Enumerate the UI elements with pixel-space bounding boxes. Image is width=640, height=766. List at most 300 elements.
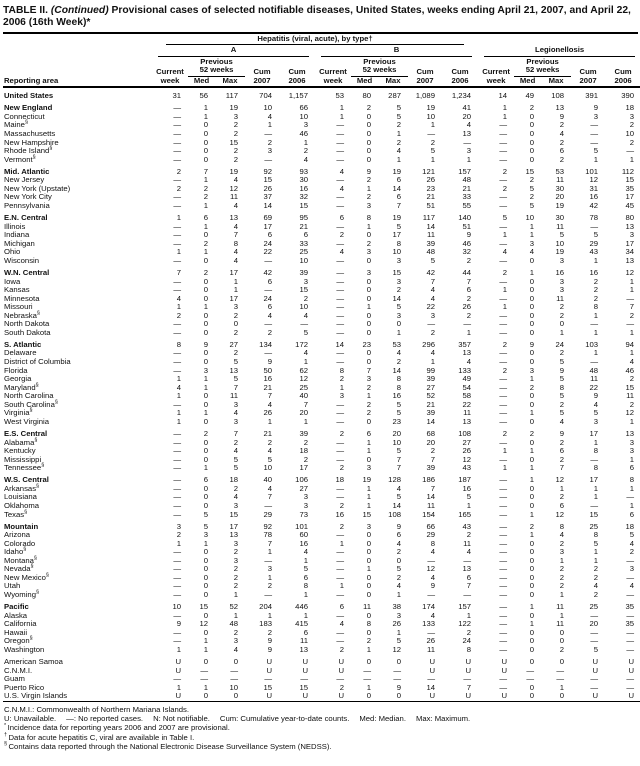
- cell: —: [300, 319, 308, 329]
- reporting-area-district-of-columbia: District of Columbia: [4, 357, 71, 367]
- cell: 11: [427, 644, 435, 654]
- cell: 6: [267, 276, 272, 286]
- cell: 66: [426, 521, 435, 531]
- cell: 3: [233, 111, 238, 121]
- cell: —: [499, 564, 508, 574]
- cell: —: [173, 555, 181, 565]
- cell: 1,089: [415, 91, 435, 101]
- cell: —: [336, 175, 344, 185]
- cell: 122: [458, 619, 472, 629]
- reporting-area-new-york-city: New York City: [4, 192, 52, 202]
- table-row: [3, 439, 640, 448]
- cell: 2: [233, 128, 238, 138]
- cell: 0: [203, 399, 208, 409]
- cell: —: [427, 674, 435, 684]
- cell: —: [336, 302, 344, 312]
- cell: 2: [233, 483, 238, 493]
- cell: 3: [366, 247, 371, 257]
- previous-52-weeks-header-legionellosis: Previous 52 weeks: [514, 57, 571, 76]
- cell: 2: [339, 644, 344, 654]
- cell: 12: [555, 475, 565, 485]
- reporting-area-kansas: Kansas: [4, 285, 30, 295]
- cell: 0: [366, 357, 371, 367]
- footnote-cnmi: C.N.M.I.: Commonwealth of Northern Mariana Islands.: [4, 704, 189, 714]
- cell: —: [336, 446, 344, 456]
- cell: 17: [299, 463, 308, 473]
- table-row: [3, 574, 640, 583]
- cell: 2: [366, 382, 371, 392]
- cell: 15: [299, 200, 308, 210]
- cell: 14: [392, 183, 401, 193]
- cell: —: [499, 682, 508, 692]
- cell: 94: [625, 339, 635, 349]
- cell: 0: [529, 146, 535, 156]
- cell: 2: [396, 285, 401, 295]
- cell: 1: [203, 302, 208, 312]
- cell: 2: [559, 644, 565, 654]
- cell: 0: [529, 302, 535, 312]
- cell: 4: [396, 146, 401, 156]
- footnote-167: § Contains data reported through the National Electronic Disease Surveillance System (NEDSS).: [4, 741, 332, 751]
- cell: 9: [593, 103, 599, 113]
- cell: 78: [589, 213, 599, 223]
- cell: 3: [366, 521, 371, 531]
- cell: 39: [299, 267, 308, 277]
- table-row: [3, 557, 640, 566]
- cell: —: [499, 374, 508, 384]
- cell: 2: [466, 310, 472, 320]
- reporting-area-texas: Texas§: [4, 508, 28, 519]
- cell: —: [499, 221, 508, 231]
- cell: 38: [392, 602, 401, 612]
- cell: —: [499, 572, 508, 582]
- footnote-marker: §: [34, 436, 38, 443]
- cell: 165: [458, 509, 472, 519]
- cell: —: [590, 137, 599, 147]
- cell: 53: [555, 166, 565, 176]
- cell: 1: [176, 391, 181, 401]
- cell: —: [499, 120, 508, 130]
- cell: 78: [263, 530, 272, 540]
- cell: —: [173, 365, 181, 375]
- cell: —: [173, 446, 181, 456]
- cell: 446: [295, 602, 308, 612]
- cell: 10: [426, 111, 435, 121]
- footnote-marker: §: [41, 462, 45, 469]
- cell: 4: [233, 247, 238, 257]
- cell: 5: [233, 454, 238, 464]
- cell: 54: [462, 382, 472, 392]
- cell: 40: [263, 475, 272, 485]
- cell: 1: [203, 463, 208, 473]
- cell: 1: [502, 285, 508, 295]
- cell: 2: [629, 547, 635, 557]
- cell: 2: [559, 538, 565, 548]
- cell: 2: [233, 547, 238, 557]
- cell: 16: [263, 374, 272, 384]
- cell: 3: [629, 111, 635, 121]
- title-rest: Provisional cases of selected notifiable diseases, United States, weeks ending April 21, 2007, and April 22, 2006 (16th Week)*: [3, 5, 631, 28]
- cell: —: [499, 636, 508, 646]
- cell: 1: [529, 530, 535, 540]
- cell: —: [200, 665, 208, 675]
- cell: 1: [267, 416, 272, 426]
- legend-item: Max: Maximum.: [415, 714, 471, 724]
- cell: —: [590, 221, 599, 231]
- cell: 4: [233, 492, 238, 502]
- cell: 0: [529, 627, 535, 637]
- cell: 92: [263, 166, 272, 176]
- reporting-area-delaware: Delaware: [4, 348, 37, 358]
- cell: 8: [339, 365, 344, 375]
- cell: 7: [430, 483, 435, 493]
- cell: 140: [458, 213, 472, 223]
- reporting-area-pennsylvania: Pennsylvania: [4, 200, 50, 210]
- cell: 2: [593, 293, 599, 303]
- cell: 0: [559, 319, 565, 329]
- cell: 10: [172, 602, 181, 612]
- cell: U: [338, 665, 344, 675]
- cell: 0: [366, 657, 371, 667]
- cell: 2: [593, 590, 599, 600]
- cell: 8: [396, 238, 401, 248]
- cell: 2: [366, 103, 371, 113]
- cell: 0: [366, 319, 371, 329]
- cell: 39: [426, 238, 435, 248]
- reporting-area-united-states: United States: [4, 91, 54, 101]
- reporting-area-new-hampshire: New Hampshire: [4, 137, 59, 147]
- cell: 1: [176, 538, 181, 548]
- cell: 0: [529, 454, 535, 464]
- table-row: [3, 113, 640, 122]
- cell: 14: [392, 293, 401, 303]
- cell: —: [173, 276, 181, 286]
- cell: 390: [621, 91, 635, 101]
- cell: 128: [388, 475, 401, 485]
- cell: 1: [593, 437, 599, 447]
- cell: 1: [593, 547, 599, 557]
- cell: 0: [529, 285, 535, 295]
- cell: —: [590, 454, 599, 464]
- cell: 2: [466, 530, 472, 540]
- cell: 2: [267, 327, 272, 337]
- cell: 10: [525, 213, 535, 223]
- cell: —: [173, 509, 181, 519]
- cell: 2: [559, 399, 565, 409]
- cell: 1: [366, 682, 371, 692]
- footnote-marker: §: [23, 546, 27, 553]
- table-row: [3, 684, 640, 693]
- cell: 2: [233, 120, 238, 130]
- cell: 26: [392, 619, 401, 629]
- reporting-area-louisiana: Louisiana: [4, 492, 37, 502]
- cell: 0: [203, 120, 208, 130]
- cell: 29: [263, 509, 272, 519]
- cell: 40: [299, 391, 308, 401]
- cell: 6: [396, 175, 401, 185]
- cell: 1: [502, 446, 508, 456]
- cell: 4: [267, 310, 272, 320]
- cell: 1: [559, 483, 565, 493]
- cell: 1: [529, 602, 535, 612]
- reporting-area-new-jersey: New Jersey: [4, 175, 45, 185]
- reporting-area-new-england: New England: [4, 103, 53, 113]
- cell: 8: [593, 446, 599, 456]
- cell: 2: [366, 175, 371, 185]
- reporting-area-massachusetts: Massachusetts: [4, 128, 56, 138]
- cell: 5: [396, 221, 401, 231]
- footnote-marker: §: [30, 563, 34, 570]
- cell: 3: [303, 492, 308, 502]
- cell: 21: [462, 183, 472, 193]
- notifiable-diseases-table: [3, 35, 640, 702]
- cell: —: [499, 492, 508, 502]
- cell: 2: [233, 348, 238, 358]
- cell: 1: [466, 154, 472, 164]
- table-body: [3, 87, 640, 701]
- cell: 11: [300, 636, 308, 646]
- cell: 0: [529, 636, 535, 646]
- cell: 415: [295, 619, 308, 629]
- cell: 2: [559, 572, 565, 582]
- cell: 4: [303, 348, 308, 358]
- cell: 2: [396, 547, 401, 557]
- cell: 2: [176, 166, 181, 176]
- cell: 0: [529, 255, 535, 265]
- title-continued: (Continued): [50, 5, 109, 16]
- cell: 2: [593, 572, 599, 582]
- cell: 10: [299, 302, 308, 312]
- cell: —: [626, 636, 635, 646]
- cell: 0: [559, 636, 565, 646]
- cell: 16: [392, 391, 401, 401]
- cell: 5: [396, 302, 401, 312]
- cell: 0: [203, 691, 208, 701]
- cell: 3: [396, 255, 401, 265]
- cell: 18: [229, 475, 238, 485]
- reporting-area-alaska: Alaska: [4, 610, 28, 620]
- table-row: [3, 493, 640, 502]
- cell: 0: [559, 691, 565, 701]
- cell: —: [336, 610, 344, 620]
- table-row: [3, 409, 640, 418]
- cell: 4: [559, 416, 565, 426]
- cell: 16: [299, 183, 308, 193]
- cell: 4: [559, 128, 565, 138]
- cell: —: [499, 454, 508, 464]
- cell: 0: [559, 657, 565, 667]
- cell: 0: [203, 146, 208, 156]
- cell: 0: [203, 564, 208, 574]
- cell: 2: [203, 428, 208, 438]
- cell: 4: [339, 183, 344, 193]
- reporting-area-minnesota: Minnesota: [4, 293, 40, 303]
- cell: 39: [426, 408, 435, 418]
- cell: 20: [299, 408, 308, 418]
- cell: 0: [203, 555, 208, 565]
- cell: 1: [203, 644, 208, 654]
- previous-52-weeks-header-a: Previous 52 weeks: [188, 57, 245, 76]
- cell: 106: [295, 475, 308, 485]
- cell: —: [173, 399, 181, 409]
- cell: 0: [529, 327, 535, 337]
- cell: 0: [203, 391, 208, 401]
- cell: 0: [396, 691, 401, 701]
- cell: —: [173, 581, 181, 591]
- cell: 15: [199, 602, 208, 612]
- cell: —: [173, 572, 181, 582]
- cell: 2: [529, 382, 535, 392]
- table-row: [3, 367, 640, 376]
- cell: 1: [430, 154, 435, 164]
- cell: —: [590, 627, 599, 637]
- cell: 0: [529, 500, 535, 510]
- table-row: [3, 101, 640, 113]
- table-row: [3, 164, 640, 176]
- cell: —: [173, 103, 181, 113]
- cell: 1: [629, 276, 635, 286]
- cell: —: [173, 610, 181, 620]
- cell: U: [501, 691, 508, 701]
- cell: 16: [589, 267, 599, 277]
- cell: 15: [299, 285, 308, 295]
- table-row: [3, 426, 640, 438]
- cell: 49: [525, 91, 535, 101]
- cell: 0: [366, 327, 371, 337]
- cell: —: [626, 492, 635, 502]
- cell: 3: [529, 365, 535, 375]
- cell: 10: [392, 437, 401, 447]
- cell: 172: [295, 339, 308, 349]
- cell: 6: [339, 213, 344, 223]
- cell: 10: [263, 103, 272, 113]
- cell: 25: [299, 382, 308, 392]
- table-row: [3, 231, 640, 240]
- reporting-area-georgia: Georgia: [4, 374, 32, 384]
- cell: 3: [559, 276, 565, 286]
- cell: 1: [176, 408, 181, 418]
- cell: 1: [593, 483, 599, 493]
- cell: 1: [502, 103, 508, 113]
- cell: 1: [366, 644, 371, 654]
- cell: 2: [339, 374, 344, 384]
- cell: —: [526, 665, 535, 675]
- cell: 1: [559, 327, 565, 337]
- cell: —: [264, 255, 272, 265]
- cell: 101: [295, 521, 308, 531]
- cell: 48: [589, 365, 599, 375]
- reporting-area-south-dakota: South Dakota: [4, 327, 51, 337]
- group-header-b: [315, 45, 478, 57]
- table-row: [3, 349, 640, 358]
- reporting-area-new-mexico: New Mexico§: [4, 572, 49, 582]
- reporting-area-south-carolina: South Carolina§: [4, 399, 58, 409]
- cell: 7: [629, 302, 635, 312]
- cell: 1: [529, 475, 535, 485]
- cell: 19: [392, 213, 401, 223]
- cell: 1: [203, 111, 208, 121]
- cell: 4: [466, 357, 472, 367]
- cell: 2: [176, 310, 181, 320]
- cell: 6: [629, 509, 635, 519]
- cell: 39: [299, 428, 308, 438]
- cell: 0: [366, 581, 371, 591]
- cell: 0: [366, 276, 371, 286]
- cell: 14: [392, 365, 401, 375]
- cell: —: [173, 500, 181, 510]
- reporting-area-missouri: Missouri: [4, 302, 33, 312]
- cell: —: [499, 416, 508, 426]
- cell: 4: [233, 644, 238, 654]
- cell: —: [463, 590, 472, 600]
- cell: 9: [176, 619, 181, 629]
- cell: 5: [593, 644, 599, 654]
- footnote-marker: §: [24, 119, 28, 126]
- cell: —: [173, 120, 181, 130]
- cell: 18: [335, 475, 344, 485]
- cell: 46: [462, 238, 472, 248]
- cell: 30: [555, 213, 565, 223]
- cell: 5: [430, 255, 435, 265]
- cell: 3: [559, 547, 565, 557]
- cell: 1: [366, 183, 371, 193]
- cell: 0: [366, 454, 371, 464]
- cell: 0: [366, 530, 371, 540]
- cell: 1: [176, 682, 181, 692]
- cell: —: [463, 674, 472, 684]
- cell: 14: [392, 500, 401, 510]
- cell: 43: [589, 247, 599, 257]
- cell: 2: [303, 293, 308, 303]
- cell: 4: [430, 572, 435, 582]
- cell: 2: [396, 120, 401, 130]
- cell: 13: [462, 128, 472, 138]
- cell: 17: [392, 230, 401, 240]
- cell: 8: [233, 238, 238, 248]
- cell: 2: [233, 564, 238, 574]
- cell: —: [336, 555, 344, 565]
- cell: 34: [625, 247, 635, 257]
- cell: 8: [629, 475, 635, 485]
- cell: 1: [203, 221, 208, 231]
- cell: 6: [267, 302, 272, 312]
- cell: 17: [589, 428, 599, 438]
- cell: 11: [556, 175, 565, 185]
- cell: 0: [366, 610, 371, 620]
- cell: 0: [529, 581, 535, 591]
- reporting-area-oklahoma: Oklahoma: [4, 500, 40, 510]
- cell: 0: [366, 120, 371, 130]
- cell: 117: [422, 213, 435, 223]
- cell: 1: [529, 374, 535, 384]
- cell: 15: [263, 175, 272, 185]
- cell: 80: [362, 91, 371, 101]
- cell: 2: [430, 137, 435, 147]
- table-row: [3, 185, 640, 194]
- cell: —: [173, 111, 181, 121]
- cell: —: [336, 267, 344, 277]
- cell: 296: [422, 339, 435, 349]
- cell: 69: [263, 213, 272, 223]
- cell: 8: [366, 213, 371, 223]
- cell: 154: [422, 509, 435, 519]
- cell: 3: [396, 276, 401, 286]
- cell: 1: [176, 213, 181, 223]
- table-row: [3, 511, 640, 520]
- cell: 0: [396, 657, 401, 667]
- cell: 12: [625, 408, 635, 418]
- cell: 17: [229, 293, 238, 303]
